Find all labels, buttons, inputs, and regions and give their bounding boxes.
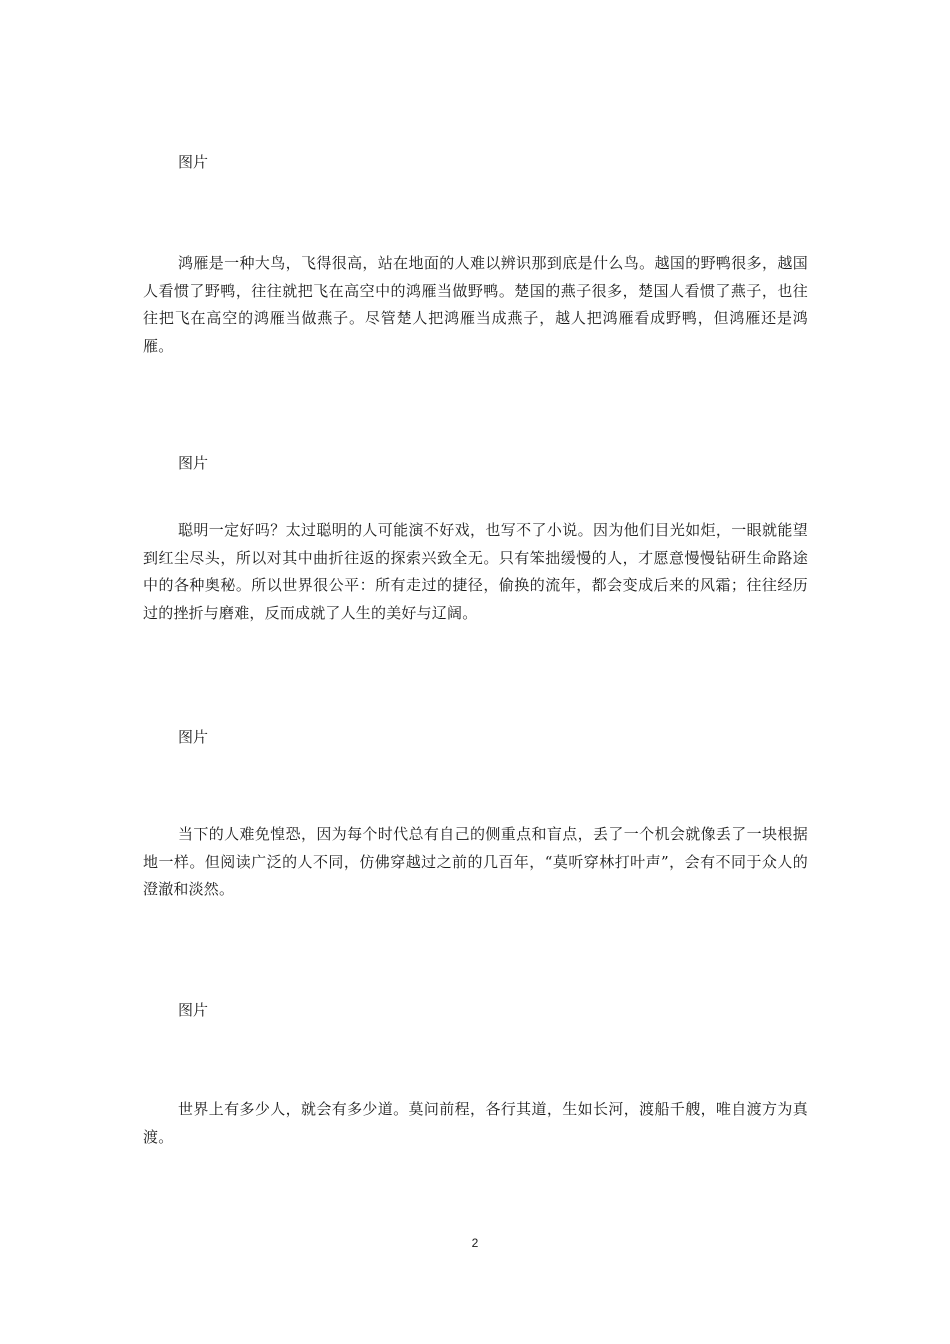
image-placeholder-label: 图片 [178,454,209,472]
image-placeholder-label: 图片 [178,1001,209,1019]
paragraph: 鸿雁是一种大鸟，飞得很高，站在地面的人难以辨识那到底是什么鸟。越国的野鸭很多，越国人看惯了野鸭，往往就把飞在高空中的鸿雁当做野鸭。楚国的燕子很多，楚国人看惯了燕子，也往往把飞在高空的鸿雁当做燕子。尽管楚人把鸿雁当成燕子，越人把鸿雁看成野鸭，但鸿雁还是鸿雁。 [143,254,808,355]
image-placeholder-label: 图片 [178,153,209,171]
paragraph: 聪明一定好吗？太过聪明的人可能演不好戏，也写不了小说。因为他们目光如炬，一眼就能望到红尘尽头，所以对其中曲折往返的探索兴致全无。只有笨拙缓慢的人，才愿意慢慢钻研生命路途中的各种奥秘。所以世界很公平：所有走过的捷径，偷换的流年，都会变成后来的风霜；往往经历过的挫折与磨难，反而成就了人生的美好与辽阔。 [143,521,808,622]
paragraph: 当下的人难免惶恐，因为每个时代总有自己的侧重点和盲点，丢了一个机会就像丢了一块根据地一样。但阅读广泛的人不同，仿佛穿越过之前的几百年，“莫听穿林打叶声”，会有不同于众人的澄澈和淡然。 [143,825,808,898]
image-placeholder-label: 图片 [178,728,209,746]
paragraph: 世界上有多少人，就会有多少道。莫问前程，各行其道，生如长河，渡船千艘，唯自渡方为真渡。 [143,1100,808,1146]
page-number: 2 [471,1236,479,1250]
